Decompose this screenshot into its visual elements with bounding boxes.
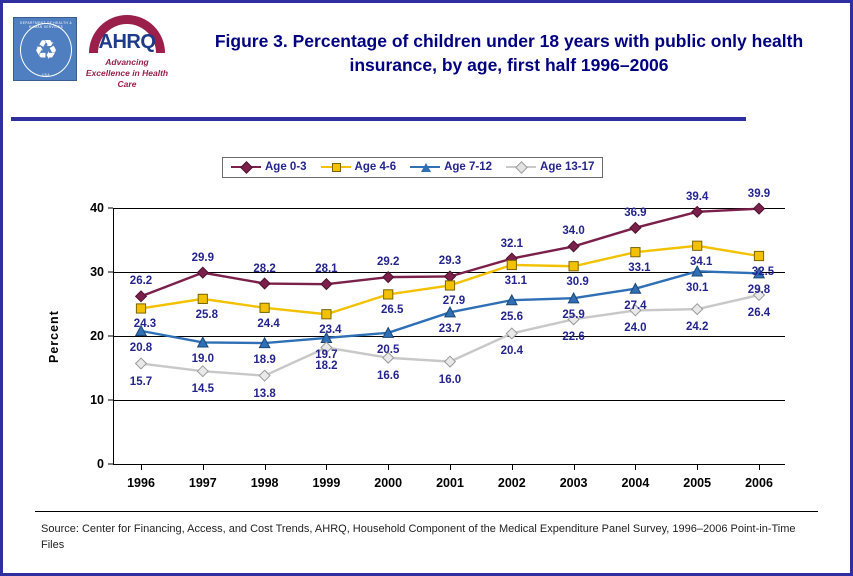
data-point-label: 33.1 — [628, 262, 651, 275]
chart-series-lines — [113, 208, 785, 464]
ahrq-logo — [83, 13, 171, 105]
data-point-label: 13.8 — [253, 387, 276, 400]
y-axis-label: Percent — [47, 310, 61, 363]
title-divider — [11, 117, 746, 121]
series-marker — [259, 370, 270, 381]
data-point-label: 26.2 — [129, 275, 153, 288]
ahrq-wordmark: AHRQ — [98, 31, 156, 53]
x-tick-mark — [450, 464, 451, 470]
series-marker — [384, 290, 393, 299]
series-marker — [568, 241, 579, 252]
data-point-label: 20.4 — [500, 345, 523, 358]
data-point-label: 14.5 — [191, 383, 214, 396]
y-tick-label: 30 — [90, 265, 104, 279]
data-point-label: 32.5 — [751, 266, 775, 278]
series-marker — [630, 222, 641, 233]
data-point-label: 19.0 — [191, 353, 214, 366]
figure-header — [3, 3, 850, 115]
series-marker — [754, 251, 763, 260]
data-point-label: 29.2 — [376, 256, 400, 269]
y-tick-label: 40 — [90, 201, 104, 215]
chart-axes — [90, 187, 785, 490]
series-marker — [136, 291, 147, 302]
hhs-eagle-icon: ♻ — [33, 35, 59, 65]
x-tick-label: 2005 — [683, 476, 712, 490]
data-point-label: 34.0 — [562, 225, 585, 238]
data-point-label: 26.4 — [747, 307, 771, 320]
x-tick-mark — [388, 464, 389, 470]
x-tick-label: 1997 — [188, 476, 217, 490]
data-point-label: 24.3 — [133, 318, 157, 331]
data-point-label: 19.7 — [315, 348, 338, 361]
series-marker — [197, 366, 208, 377]
data-point-label: 18.9 — [253, 354, 276, 367]
hhs-seal-ring-text-bottom: USA — [42, 73, 50, 77]
data-point-label: 29.3 — [438, 255, 462, 268]
data-point-label: 20.5 — [376, 343, 400, 356]
series-marker — [569, 262, 578, 271]
data-point-label: 32.1 — [500, 237, 523, 250]
footer-divider — [35, 511, 818, 512]
data-point-label: 39.9 — [747, 187, 771, 200]
data-point-label: 16.6 — [376, 369, 400, 382]
data-point-label: 30.1 — [685, 282, 709, 295]
data-point-label: 27.4 — [624, 299, 647, 312]
x-tick-mark — [635, 464, 636, 470]
data-point-label: 24.4 — [257, 317, 280, 330]
x-tick-label: 2003 — [559, 476, 588, 490]
ahrq-tagline: Advancing Excellence in Health Care — [85, 57, 169, 89]
x-tick-label: 2006 — [745, 476, 773, 490]
page-title: Figure 3. Percentage of children under 18 years with public only health insurance, by age, first half 1996–2006 — [214, 31, 804, 75]
x-tick-mark — [759, 464, 760, 470]
data-point-label: 34.1 — [689, 255, 713, 268]
data-point-label: 23.4 — [319, 324, 342, 337]
series-marker — [631, 248, 640, 257]
series-marker — [445, 281, 454, 290]
hhs-seal-icon — [13, 17, 77, 81]
series-marker — [198, 294, 207, 303]
series-marker — [259, 278, 270, 289]
data-point-label: 30.9 — [566, 276, 589, 289]
series-marker — [197, 267, 208, 278]
series-marker — [260, 303, 269, 312]
data-point-label: 23.7 — [438, 323, 462, 336]
legend-label-age-4-6: Age 4-6 — [354, 161, 397, 173]
data-point-label: 16.0 — [438, 373, 462, 386]
data-point-label: 26.5 — [380, 304, 404, 317]
x-tick-label: 1996 — [127, 476, 155, 490]
x-tick-label: 1998 — [250, 476, 279, 490]
series-marker — [383, 272, 394, 283]
series-marker — [322, 310, 331, 319]
x-tick-mark — [574, 464, 575, 470]
data-point-label: 24.2 — [685, 321, 709, 334]
data-point-label: 31.1 — [504, 274, 527, 287]
source-note: Source: Center for Financing, Access, and Cost Trends, AHRQ, Household Component of the Medical Expenditure Panel Survey, 1996–2006 Point-in-Time Files — [41, 523, 796, 551]
x-tick-label: 2004 — [621, 476, 650, 490]
data-point-label: 28.1 — [315, 263, 338, 276]
data-point-label: 27.9 — [442, 295, 466, 308]
series-marker — [692, 206, 703, 217]
x-tick-label: 2002 — [497, 476, 526, 490]
series-marker — [445, 356, 456, 367]
series-marker — [136, 358, 147, 369]
data-point-label: 25.6 — [500, 311, 523, 324]
x-tick-mark — [697, 464, 698, 470]
series-marker — [754, 203, 765, 214]
series-marker — [507, 260, 516, 269]
series-marker — [693, 241, 702, 250]
x-tick-mark — [203, 464, 204, 470]
chart-plot-area — [3, 133, 850, 493]
y-tick-label: 0 — [97, 457, 104, 471]
data-point-label: 25.8 — [195, 308, 218, 321]
hhs-seal-ring-text-top: DEPARTMENT OF HEALTH & HUMAN SERVICES — [20, 21, 72, 29]
legend-label-age-7-12: Age 7-12 — [444, 161, 493, 173]
data-point-label: 39.4 — [685, 190, 709, 203]
legend-label-age-13-17: Age 13-17 — [540, 161, 595, 173]
data-point-label: 29.8 — [747, 284, 771, 297]
x-tick-mark — [141, 464, 142, 470]
data-point-label: 18.2 — [315, 359, 338, 372]
y-tick-label: 20 — [90, 329, 104, 343]
data-point-label: 28.2 — [253, 262, 276, 275]
data-point-label: 24.0 — [624, 322, 647, 335]
series-marker — [321, 279, 332, 290]
legend-label-age-0-3: Age 0-3 — [265, 161, 307, 173]
data-point-label: 29.9 — [191, 251, 214, 264]
logo-block — [11, 11, 171, 101]
x-tick-label: 1999 — [312, 476, 341, 490]
data-point-label: 25.9 — [562, 309, 585, 322]
series-marker — [506, 328, 517, 339]
series-marker — [445, 271, 456, 282]
x-tick-label: 2000 — [374, 476, 403, 490]
x-tick-label: 2001 — [436, 476, 464, 490]
data-point-label: 36.9 — [624, 206, 647, 219]
data-point-label: 15.7 — [129, 375, 153, 388]
data-point-label: 20.8 — [129, 341, 153, 354]
series-marker — [136, 304, 145, 313]
gridline — [113, 464, 785, 465]
series-marker — [692, 304, 703, 315]
x-tick-mark — [512, 464, 513, 470]
x-tick-mark — [326, 464, 327, 470]
x-tick-mark — [265, 464, 266, 470]
data-point-label: 22.6 — [562, 331, 585, 344]
y-tick-label: 10 — [90, 393, 104, 407]
